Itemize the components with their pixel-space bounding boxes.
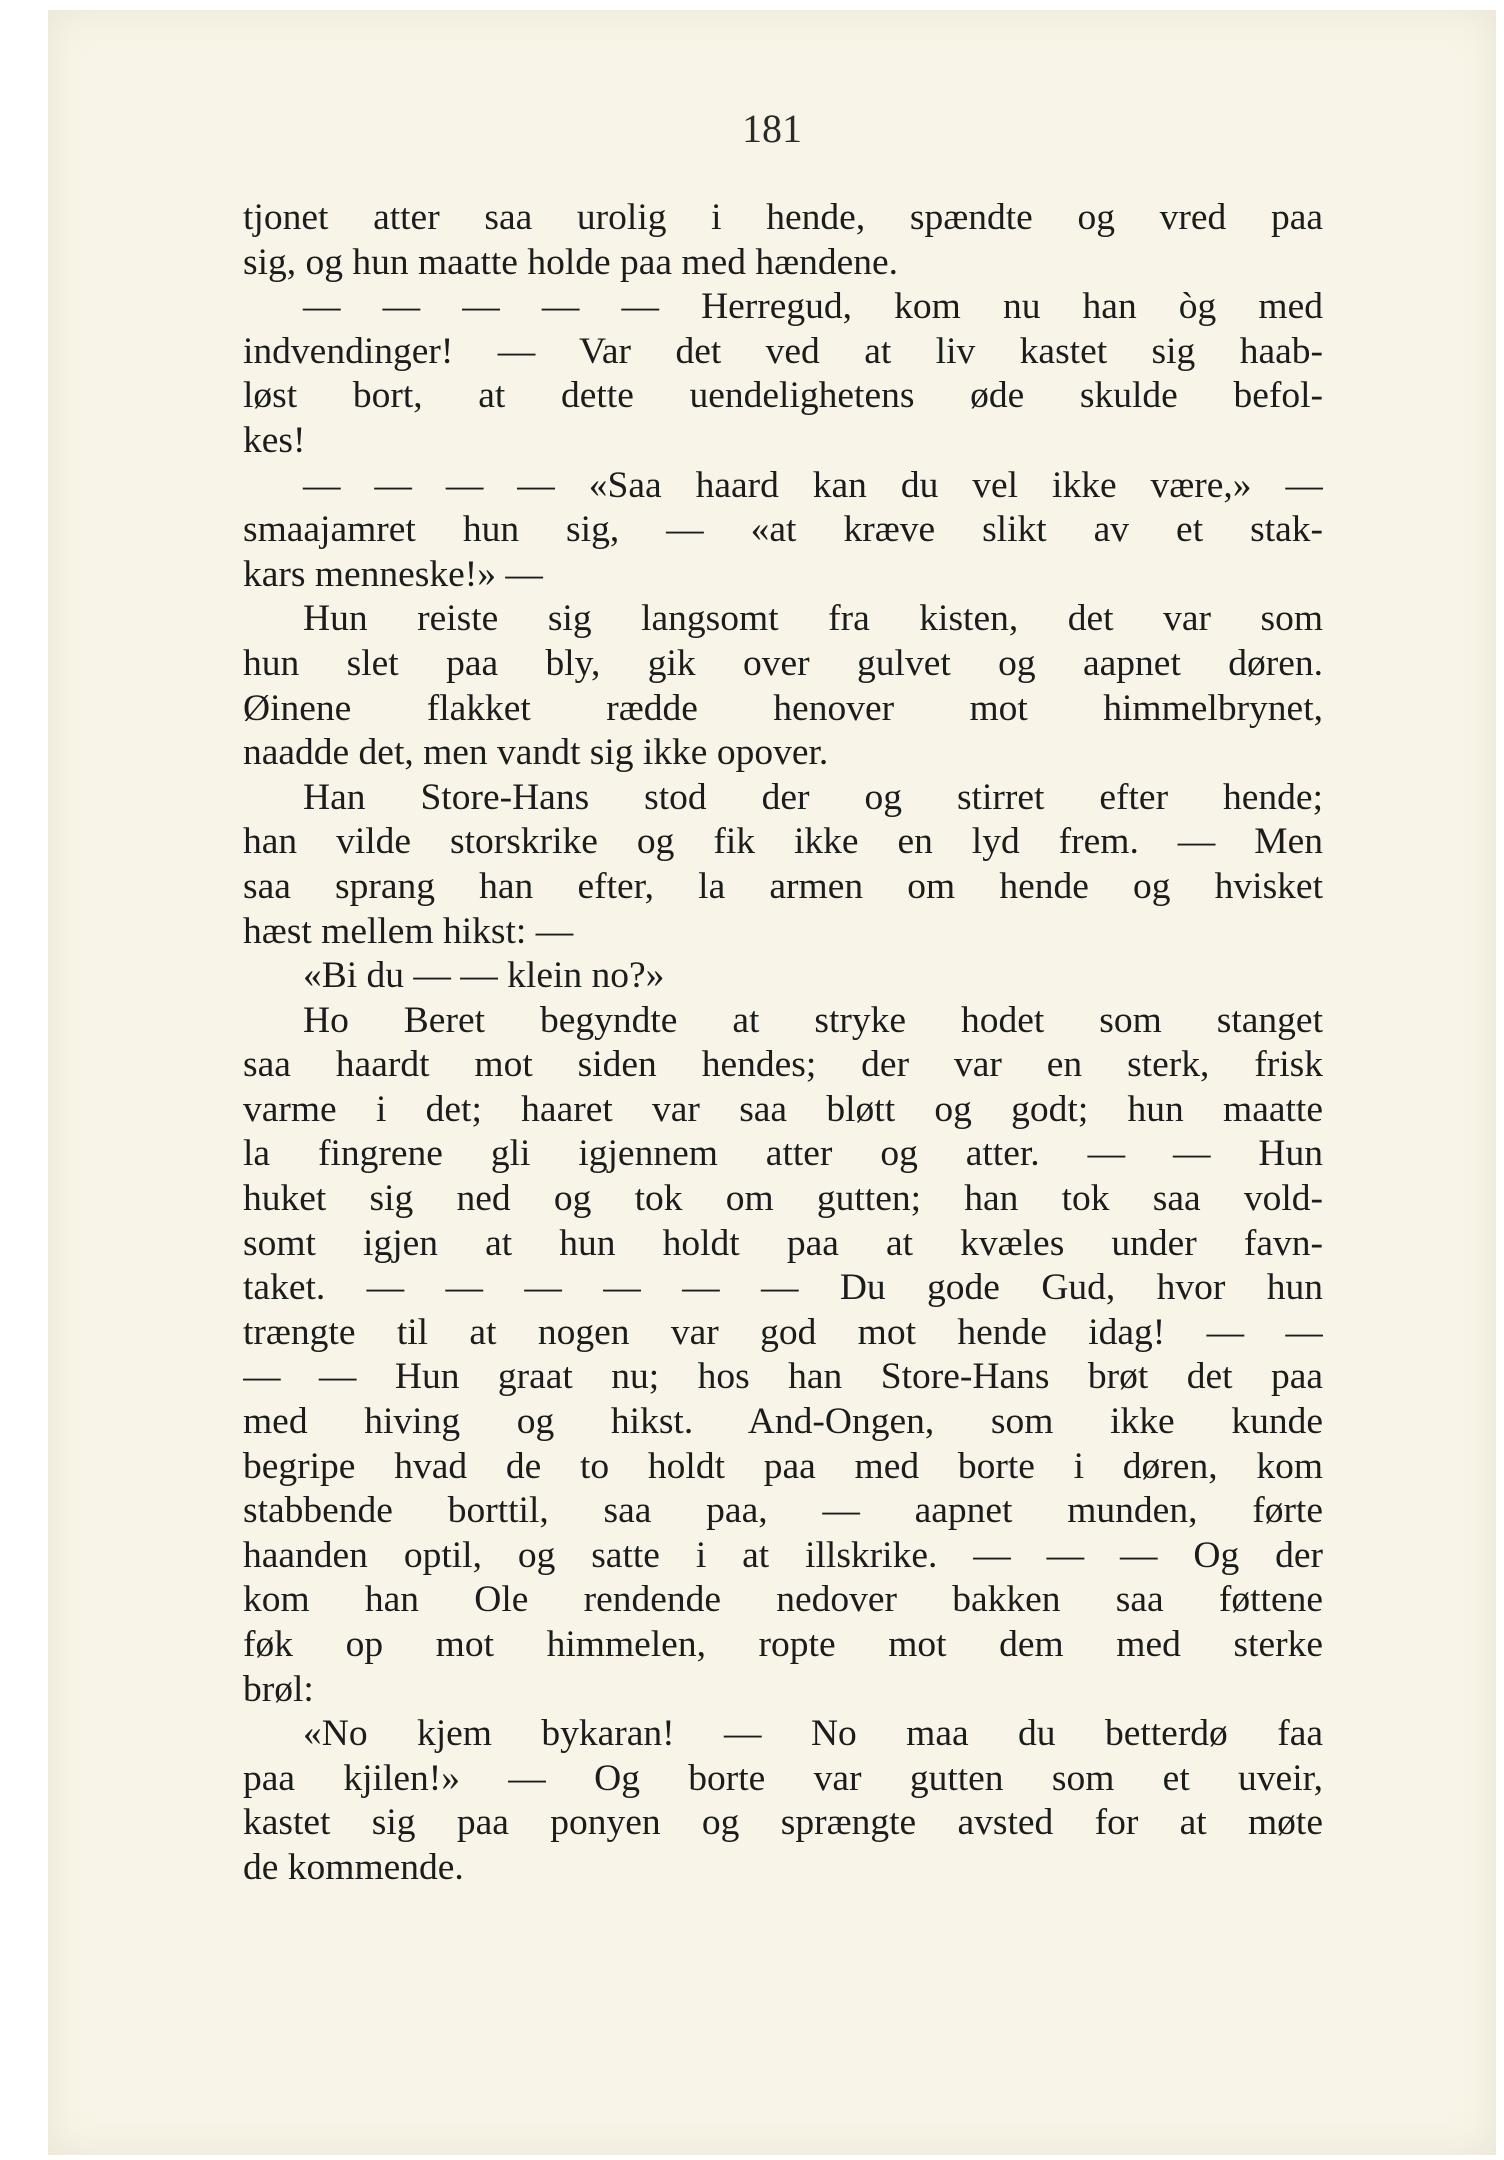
- text-line: — — — — — Herregud, kom nu han òg med: [303, 286, 1323, 328]
- text-line: tjonet atter saa urolig i hende, spændte og vred paa: [243, 197, 1323, 238]
- text-line: hæst mellem hikst: —: [243, 910, 574, 952]
- text-line: kars menneske!» —: [243, 553, 543, 595]
- text-line: Hun reiste sig langsomt fra kisten, det var som: [303, 598, 1323, 640]
- text-line: varme i det; haaret var saa bløtt og godt; hun maatte: [243, 1088, 1323, 1130]
- text-line: saa haardt mot siden hendes; der var en sterk, frisk: [243, 1044, 1323, 1086]
- text-line: kom han Ole rendende nedover bakken saa føttene: [243, 1579, 1323, 1621]
- text-line: huket sig ned og tok om gutten; han tok saa vold-: [243, 1178, 1323, 1220]
- text-line: med hiving og hikst. And-Ongen, som ikke kunde: [243, 1401, 1323, 1443]
- text-line: de kommende.: [243, 1846, 464, 1888]
- text-line: Han Store-Hans stod der og stirret efter hende;: [303, 776, 1323, 818]
- text-line: føk op mot himmelen, ropte mot dem med sterke: [243, 1624, 1323, 1665]
- text-line: hun slet paa bly, gik over gulvet og aapnet døren.: [243, 642, 1323, 684]
- text-line: sig, og hun maatte holde paa med hændene.: [243, 241, 899, 283]
- text-line: smaajamret hun sig, — «at kræve slikt av et stak-: [243, 509, 1323, 551]
- text-line: kastet sig paa ponyen og sprængte avsted for at møte: [243, 1802, 1323, 1844]
- book-page: [48, 10, 1496, 2155]
- text-line: taket. — — — — — — Du gode Gud, hvor hun: [243, 1267, 1323, 1309]
- text-line: kes!: [243, 419, 306, 461]
- text-line: Ho Beret begyndte at stryke hodet som stanget: [303, 999, 1323, 1041]
- text-line: la fingrene gli igjennem atter og atter. — — Hun: [243, 1133, 1323, 1175]
- text-line: saa sprang han efter, la armen om hende og hvisket: [243, 865, 1323, 907]
- text-line: «Bi du — — klein no?»: [303, 955, 665, 997]
- text-line: — — — — «Saa haard kan du vel ikke være,» —: [303, 464, 1323, 506]
- body-text: [243, 196, 1323, 1891]
- text-line: — — Hun graat nu; hos han Store-Hans brøt det paa: [243, 1356, 1323, 1398]
- text-line: somt igjen at hun holdt paa at kvæles under favn-: [243, 1222, 1323, 1264]
- text-line: trængte til at nogen var god mot hende idag! — —: [243, 1311, 1323, 1353]
- text-line: løst bort, at dette uendelighetens øde skulde befol-: [243, 375, 1323, 417]
- text-line: brøl:: [243, 1668, 314, 1710]
- page-number: 181: [742, 106, 802, 151]
- text-line: paa kjilen!» — Og borte var gutten som et uveir,: [243, 1757, 1323, 1799]
- text-line: «No kjem bykaran! — No maa du betterdø faa: [303, 1713, 1323, 1755]
- text-line: han vilde storskrike og fik ikke en lyd frem. — Men: [243, 821, 1323, 863]
- text-line: naadde det, men vandt sig ikke opover.: [243, 732, 829, 774]
- text-line: haanden optil, og satte i at illskrike. — — — Og der: [243, 1534, 1323, 1576]
- text-line: begripe hvad de to holdt paa med borte i døren, kom: [243, 1445, 1323, 1487]
- text-line: indvendinger! — Var det ved at liv kastet sig haab-: [243, 330, 1323, 372]
- text-line: stabbende borttil, saa paa, — aapnet munden, førte: [243, 1490, 1323, 1532]
- text-line: Øinene flakket rædde henover mot himmelbrynet,: [243, 687, 1323, 729]
